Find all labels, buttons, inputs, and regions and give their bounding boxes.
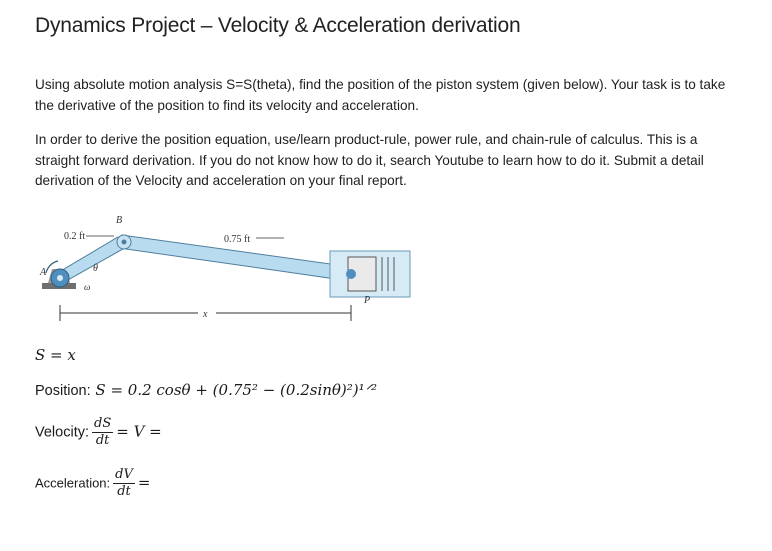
label-a: A bbox=[40, 267, 47, 278]
label-p: P bbox=[364, 295, 371, 306]
rod-length-label: 0.75 ft bbox=[224, 234, 251, 245]
position-expression: S = 0.2 cosθ + (0.75² − (0.2sinθ)²)¹ᐟ² bbox=[95, 381, 378, 399]
piston-mechanism-diagram bbox=[30, 205, 420, 330]
cylinder bbox=[330, 251, 410, 297]
velocity-rest: = V = bbox=[116, 422, 162, 441]
instruction-paragraph-2: In order to derive the position equation, use/learn product-rule, power rule, and chain-rule of calculus. This is a straight forward derivation. If you do not know how to do it, search Youtube to learn how to do it. Submit a detail derivation of the Velocity and acceleration on your final report. bbox=[35, 132, 704, 188]
label-b: B bbox=[116, 215, 123, 226]
velocity-label: Velocity: bbox=[35, 424, 89, 441]
acceleration-label: Acceleration: bbox=[35, 475, 111, 491]
label-x: x bbox=[203, 309, 208, 320]
velocity-fraction: $\frac{dS}{dt}$ bbox=[94, 416, 112, 448]
crank-length-label: 0.2 ft bbox=[64, 231, 86, 242]
position-equation bbox=[35, 381, 377, 399]
label-omega: ω bbox=[84, 282, 91, 292]
s-equation: S = x bbox=[35, 346, 76, 364]
acceleration-fraction: $\frac{dV}{dt}$ bbox=[115, 467, 133, 499]
velocity-equation bbox=[35, 416, 162, 449]
page-title: Dynamics Project – Velocity & Acceleration derivation bbox=[35, 14, 521, 37]
label-theta: θ bbox=[93, 263, 98, 274]
instruction-paragraph-1: Using absolute motion analysis S=S(theta), find the position of the piston system (given below). Your task is to take the derivative of the position to find its velocity and acceleration. bbox=[35, 77, 726, 113]
acceleration-equation bbox=[35, 467, 150, 500]
position-label: Position: bbox=[35, 383, 91, 399]
acceleration-rest: = bbox=[137, 473, 151, 492]
